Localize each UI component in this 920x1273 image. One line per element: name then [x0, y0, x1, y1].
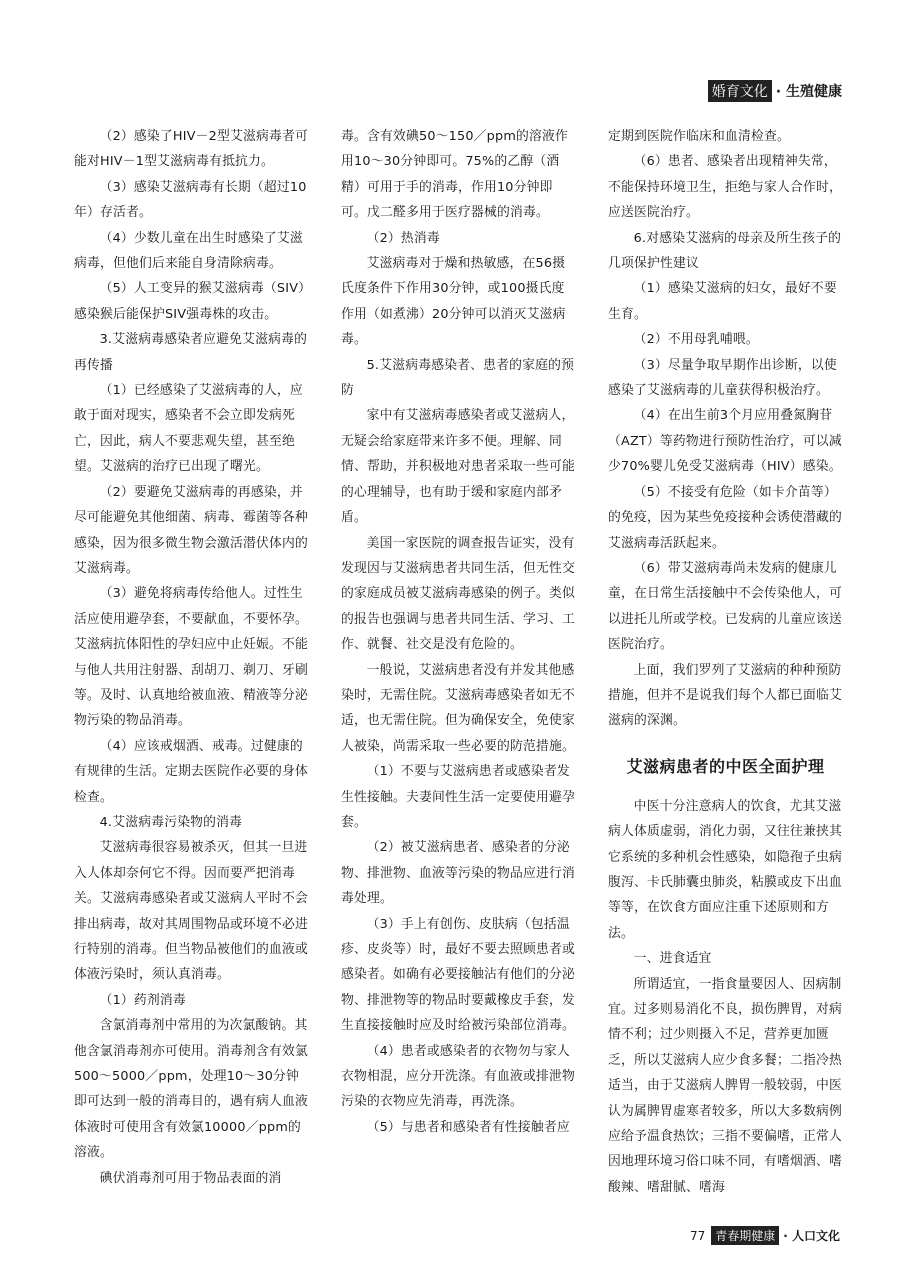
paragraph: 艾滋病毒对于燥和热敏感，在56摄氏度条件下作用30分钟，或100摄氏度作用（如煮沸）20分钟可以消灭艾滋病毒。	[341, 256, 566, 348]
footer-section: · 人口文化	[783, 1229, 840, 1243]
paragraph: 含氯消毒剂中常用的为次氯酸钠。其他含氯消毒剂亦可使用。消毒剂含有效氯500～5000／ppm，处理10～30分钟即可达到一般的消毒目的，遇有病人血液体液时可使用含有效氯10000／ppm的溶液。	[74, 1018, 308, 1161]
paragraph: （1）感染艾滋病的妇女，最好不要生育。	[608, 281, 837, 322]
paragraph: 家中有艾滋病毒感染者或艾滋病人，无疑会给家庭带来许多不便。理解、同情、帮助，并积极地对患者采取一些可能的心理辅导，也有助于缓和家庭内部矛盾。	[341, 408, 575, 526]
paragraph: （4）应该戒烟酒、戒毒。过健康的有规律的生活。定期去医院作必要的身体检查。	[74, 738, 308, 805]
paragraph: 定期到医院作临床和血清检查。	[608, 129, 790, 144]
paragraph: （2）感染了HIV－2型艾滋病毒者可能对HIV－1型艾滋病毒有抵抗力。	[74, 129, 308, 170]
paragraph: （5）与患者和感染者有性接触者应	[366, 1119, 570, 1135]
article-body	[74, 124, 844, 1200]
column-1	[74, 124, 309, 1200]
paragraph: 一般说，艾滋病患者没有并发其他感染时，无需住院。艾滋病毒感染者如无不适，也无需住院。但为确保安全，免使家人被染，尚需采取一些必要的防范措施。	[341, 662, 575, 754]
paragraph: 5.艾滋病毒感染者、患者的家庭的预防	[341, 357, 575, 399]
paragraph: （4）在出生前3个月应用叠氮胸苷（AZT）等药物进行预防性治疗，可以减少70%婴儿免受艾滋病毒（HIV）感染。	[608, 408, 842, 475]
paragraph: 艾滋病毒很容易被杀灭，但其一旦进入人体却奈何它不得。因而要严把消毒关。艾滋病毒感染者或艾滋病人平时不会排出病毒，故对其周围物品或环境不必进行特别的消毒。但当物品被他们的血液或体液污染时，须认真消毒。	[74, 840, 308, 983]
paragraph: （1）不要与艾滋病患者或感染者发生性接触。夫妻间性生活一定要使用避孕套。	[341, 764, 575, 830]
paragraph: （3）手上有创伤、皮肤病（包括温疹、皮炎等）时，最好不要去照顾患者或感染者。如确有必要接触沾有他们的分泌物、排泄物等的物品时要戴橡皮手套，发生直接接触时应及时给被污染部位消毒。	[341, 916, 575, 1034]
paragraph: 上面，我们罗列了艾滋病的种种预防措施，但并不是说我们每个人都已面临艾滋病的深渊。	[608, 662, 842, 729]
paragraph: （4）患者或感染者的衣物勿与家人衣物相混，应分开洗涤。有血液或排泄物污染的衣物应先消毒，再洗涤。	[341, 1043, 575, 1110]
paragraph: （2）不用母乳哺喂。	[633, 332, 759, 348]
paragraph: （2）要避免艾滋病毒的再感染，并尽可能避免其他细菌、病毒、霉菌等各种感染，因为很多微生物会激活潜伏体内的艾滋病毒。	[74, 484, 308, 576]
paragraph: （1）已经感染了艾滋病毒的人，应敢于面对现实，感染者不会立即发病死亡，因此，病人不要悲观失望，甚至绝望。艾滋病的治疗已出现了曙光。	[74, 383, 303, 475]
paragraph: 一、进食适宜	[633, 951, 712, 967]
footer-tag: 青春期健康	[711, 1226, 779, 1245]
paragraph: （6）患者、感染者出现精神失常，不能保持环境卫生，拒绝与家人合作时，应送医院治疗。	[608, 154, 842, 221]
paragraph: （4）少数儿童在出生时感染了艾滋病毒，但他们后来能自身清除病毒。	[74, 230, 303, 272]
paragraph: 美国一家医院的调查报告证实，没有发现因与艾滋病患者共同生活，但无性交的家庭成员被艾滋病毒感染的例子。类似的报告也强调与患者共同生活、学习、工作、就餐、社交是没有危险的。	[341, 535, 575, 653]
section-title: 艾滋病患者的中医全面护理	[626, 756, 825, 776]
paragraph: （3）避免将病毒传给他人。过性生活应使用避孕套，不要献血，不要怀孕。艾滋病抗体阳性的孕妇应中止妊娠。不能与他人共用注射器、刮胡刀、剃刀、牙刷等。及时、认真地给被血液、精液等分泌物污染的物品消毒。	[74, 586, 308, 729]
paragraph: （5）人工变异的猴艾滋病毒（SIV）感染猴后能保护SIV强毒株的攻击。	[74, 281, 305, 322]
page-number: 77	[689, 1228, 706, 1243]
paragraph: 中医十分注意病人的饮食，尤其艾滋病人体质虚弱，消化力弱，又往往兼挟其它系统的多种机会性感染，如隐孢子虫病腹泻、卡氏肺囊虫肺炎，粘膜或皮下出血等等，在饮食方面应注重下述原则和方法。	[608, 798, 842, 941]
paragraph: 3.艾滋病毒感染者应避免艾滋病毒的再传播	[74, 332, 308, 373]
paragraph: （6）带艾滋病毒尚未发病的健康儿童，在日常生活接触中不会传染他人，可以进托儿所或学校。已发病的儿童应该送医院治疗。	[608, 560, 842, 653]
paragraph: 所谓适宜，一指食量要因人、因病制宜。过多则易消化不良，损伤脾胃，对病情不利；过少则摄入不足，营养更加匮乏，所以艾滋病人应少食多餐；二指冷热适当，由于艾滋病人脾胃一般较弱，中医认为属脾胃虚寒者较多，所以大多数病例应给予温食热饮；三指不要偏嗜，正常人因地理环境习俗口味不同，有嗜烟酒、嗜酸辣、嗜甜腻、嗜海	[608, 976, 842, 1195]
header-tag: 婚育文化	[708, 80, 772, 102]
running-header	[708, 80, 842, 102]
paragraph: （3）感染艾滋病毒有长期（超过10年）存活者。	[74, 179, 307, 221]
header-section: · 生殖健康	[775, 84, 842, 100]
paragraph: 4.艾滋病毒污染物的消毒	[99, 814, 243, 830]
column-3	[608, 124, 843, 1200]
paragraph: （2）被艾滋病患者、感染者的分泌物、排泄物、血液等污染的物品应进行消毒处理。	[341, 840, 575, 907]
column-2	[341, 124, 576, 1200]
paragraph: （2）热消毒	[366, 230, 440, 246]
paragraph: （5）不接受有危险（如卡介苗等）的免疫，因为某些免疫接种会诱使潜藏的艾滋病毒活跃起来。	[608, 484, 842, 551]
paragraph: （3）尽量争取早期作出诊断，以使感染了艾滋病毒的儿童获得积极治疗。	[608, 357, 837, 399]
paragraph: 毒。含有效碘50～150／ppm的溶液作用10～30分钟即可。75%的乙醇（酒精）可用于手的消毒，作用10分钟即可。戊二醛多用于医疗器械的消毒。	[341, 129, 568, 221]
paragraph: 6.对感染艾滋病的母亲及所生孩子的几项保护性建议	[608, 230, 842, 272]
paragraph: 碘伏消毒剂可用于物品表面的消	[99, 1170, 282, 1186]
running-footer	[690, 1226, 840, 1245]
paragraph: （1）药剂消毒	[99, 992, 186, 1008]
